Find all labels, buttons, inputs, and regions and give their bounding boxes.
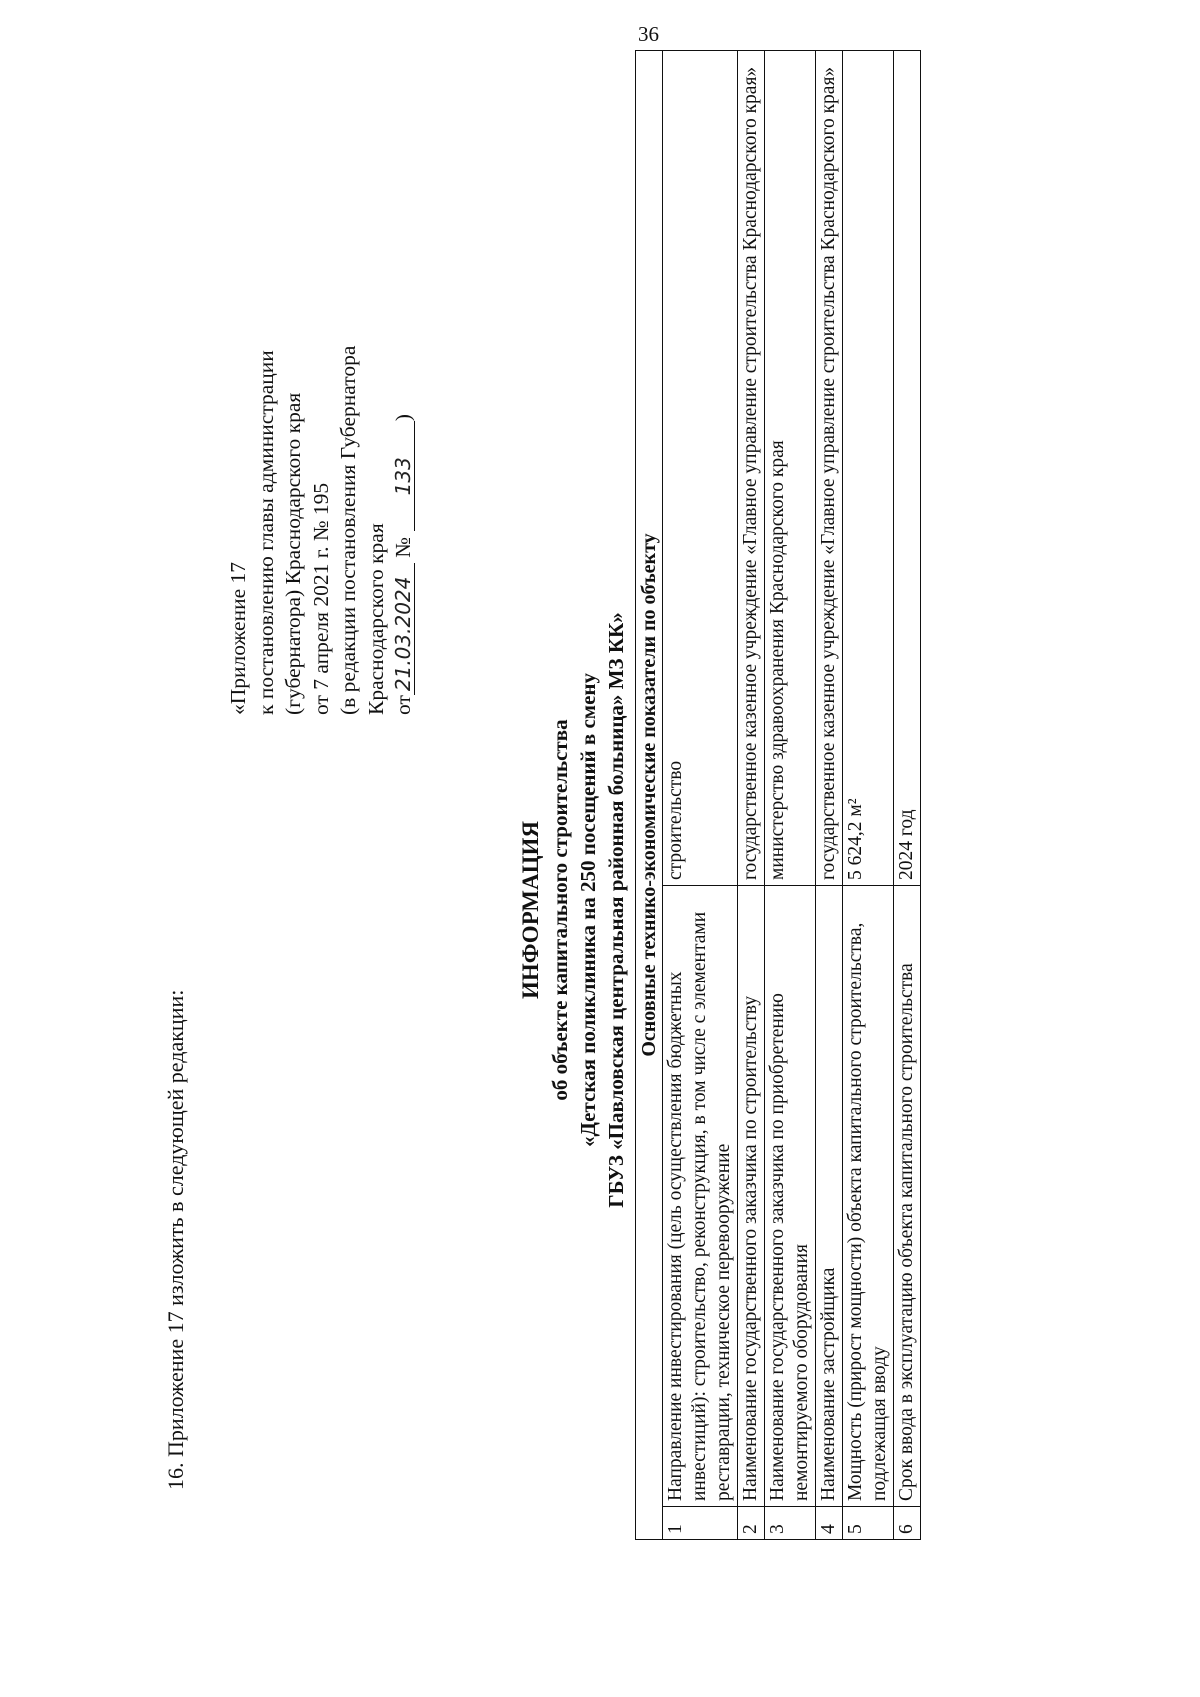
handwritten-number: 133	[392, 421, 415, 531]
page-number: 36	[638, 22, 659, 46]
row-label: Мощность (прирост мощности) объекта капитального строительства, подлежащая вводу	[843, 886, 894, 1507]
row-number: 1	[663, 1507, 738, 1540]
table-row	[738, 51, 765, 1540]
appendix-date-line	[390, 155, 418, 715]
row-label: Наименование государственного заказчика по строительству	[738, 886, 765, 1507]
row-number: 6	[894, 1507, 921, 1540]
appendix-line: к постановлению главы администрации	[253, 350, 278, 715]
title-main: ИНФОРМАЦИЯ	[518, 820, 543, 1000]
row-value: государственное казенное учреждение «Главное управление строительства Краснодарского края»	[816, 51, 843, 886]
title-line: ГБУЗ «Павловская центральная районная больница» МЗ КК»	[604, 612, 628, 1208]
date-prefix: от	[391, 695, 415, 715]
table-row	[816, 51, 843, 1540]
closing-bracket: )	[391, 414, 415, 422]
appendix-line: «Приложение 17	[226, 561, 250, 715]
table-header-row	[636, 51, 663, 1540]
table-row	[894, 51, 921, 1540]
row-label: Направление инвестирования (цель осуществления бюджетных инвестиций): строительство, реконструкция, в том числе с элементами реставрации, техническое перевооружение	[663, 886, 738, 1507]
row-label: Наименование застройщика	[816, 886, 843, 1507]
row-number: 3	[765, 1507, 816, 1540]
title-line: «Детская поликлиника на 250 посещений в смену	[576, 672, 600, 1148]
row-value: 2024 год	[894, 51, 921, 886]
row-value: государственное казенное учреждение «Главное управление строительства Краснодарского края»	[738, 51, 765, 886]
row-value: строительство	[663, 51, 738, 886]
table-row	[765, 51, 816, 1540]
row-number: 5	[843, 1507, 894, 1540]
row-value: 5 624,2 м²	[843, 51, 894, 886]
appendix-line: Краснодарского края	[363, 523, 388, 715]
row-number: 2	[738, 1507, 765, 1540]
intro-text: 16. Приложение 17 изложить в следующей редакции:	[163, 989, 188, 1490]
table-row	[663, 51, 738, 1540]
indicators-table	[635, 50, 921, 1540]
handwritten-date: 21.03.2024	[392, 563, 415, 695]
number-prefix: №	[391, 537, 415, 558]
row-value: министерство здравоохранения Краснодарского края	[765, 51, 816, 886]
table-row	[843, 51, 894, 1540]
title-line: об объекте капитального строительства	[548, 719, 572, 1101]
row-number: 4	[816, 1507, 843, 1540]
appendix-line: (в редакции постановления Губернатора	[336, 345, 360, 715]
row-label: Наименование государственного заказчика по приобретению немонтируемого оборудования	[765, 886, 816, 1507]
appendix-line: (губернатора) Краснодарского края	[281, 392, 305, 715]
appendix-reference	[225, 155, 418, 715]
appendix-line: от 7 апреля 2021 г. № 195	[308, 482, 333, 715]
table-header: Основные технико-экономические показатели по объекту	[636, 51, 663, 1540]
row-label: Срок ввода в эксплуатацию объекта капитального строительства	[894, 886, 921, 1507]
document-title	[515, 460, 630, 1360]
rotated-page-content	[45, 60, 1155, 1620]
